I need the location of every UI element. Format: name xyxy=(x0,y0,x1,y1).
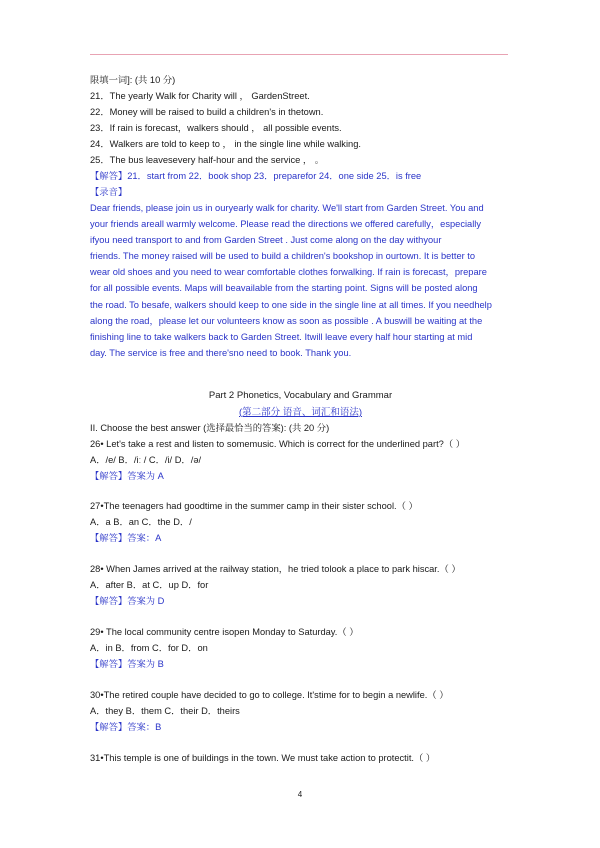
transcript-line: for all possible events. Maps will beavailable from the starting point. Signs will be posted along xyxy=(90,283,478,294)
question-text: 28• When James arrived at the railway station，he tried tolook a place to park hiscar.（ ） xyxy=(90,564,461,574)
question-item-27 xyxy=(90,498,520,546)
question-item-26 xyxy=(90,436,520,484)
transcript-line: ifyou need transport to and from Garden Street . Just come along on the day withyour xyxy=(90,235,442,246)
page-number: 4 xyxy=(297,790,303,799)
recording-label: 【录音】 xyxy=(90,187,128,197)
question-answer: 【解答】答案：A xyxy=(90,533,162,543)
question-item-29 xyxy=(90,624,520,672)
choice-section xyxy=(90,420,520,766)
question-item-30 xyxy=(90,687,520,735)
question-options: A．a B．an C．the D．/ xyxy=(90,517,192,527)
question-25: 25．The bus leavesevery half-hour and the service ， 。 xyxy=(90,155,325,165)
question-22: 22．Money will be raised to build a children's in thetown. xyxy=(90,107,324,117)
part2-heading xyxy=(90,388,520,421)
answer-line: 【解答】21．start from 22．book shop 23．preparefor 24．one side 25．is free xyxy=(90,171,422,181)
section-header: 限填一词]: (共 10 分) xyxy=(90,75,176,85)
question-text: 30•The retired couple have decided to go to college. It'stime for to begin a newlife.（ ） xyxy=(90,690,449,700)
fill-in-section xyxy=(90,72,520,361)
question-answer: 【解答】答案为 D xyxy=(90,596,165,606)
transcript-line: friends. The money raised will be used to build a children's bookshop in ourtown. It is better to xyxy=(90,251,476,262)
transcript-line: the road. To besafe, walkers should keep to one side in the single line at all times. If you needhelp xyxy=(90,299,492,310)
section-header: II. Choose the best answer (选择最恰当的答案): (共 20 分) xyxy=(90,423,330,433)
question-text: 26• Let's take a rest and listen to somemusic. Which is correct for the underlined part?（ ） xyxy=(90,439,466,449)
part-title: Part 2 Phonetics, Vocabulary and Grammar xyxy=(208,390,393,401)
header-divider xyxy=(90,54,508,55)
question-item-31 xyxy=(90,750,520,766)
question-options: A．they B．them C．their D．theirs xyxy=(90,706,240,716)
question-options: A．/e/ B．/iː / C．/i/ D．/ə/ xyxy=(90,455,202,465)
question-text: 29• The local community centre isopen Monday to Saturday.（ ） xyxy=(90,627,359,637)
question-21: 21．The yearly Walk for Charity will ， GardenStreet. xyxy=(90,91,310,101)
question-answer: 【解答】答案为 A xyxy=(90,471,164,481)
question-options: A．after B．at C．up D．for xyxy=(90,580,209,590)
transcript-line: along the road，please let our volunteers know as soon as possible . A buswill be waiting at the xyxy=(90,315,483,326)
question-text: 31•This temple is one of buildings in the town. We must take action to protectit.（ ） xyxy=(90,753,436,763)
question-text: 27•The teenagers had goodtime in the summer camp in their sister school.（ ） xyxy=(90,501,418,511)
transcript-line: your friends areall warmly welcome. Please read the directions we offered carefully，especially xyxy=(90,219,481,230)
question-23: 23．If rain is forecast，walkers should ， all possible events. xyxy=(90,123,342,133)
question-options: A．in B．from C．for D．on xyxy=(90,643,208,653)
question-24: 24．Walkers are told to keep to ， in the single line while walking. xyxy=(90,139,361,149)
transcript-line: wear old shoes and you need to wear comfortable clothes forwalking. If rain is forecast，prepare xyxy=(90,267,487,278)
transcript-line: day. The service is free and there'sno need to book. Thank you. xyxy=(90,347,352,358)
transcript-line: finishing line to take walkers back to Garden Street. Itwill leave every half hour starting at mid xyxy=(90,331,473,342)
part-subtitle: (第二部分 语音、词汇和语法) xyxy=(239,407,362,418)
question-answer: 【解答】答案为 B xyxy=(90,659,164,669)
recording-transcript xyxy=(90,200,511,361)
question-item-28 xyxy=(90,561,520,609)
question-answer: 【解答】答案：B xyxy=(90,722,162,732)
transcript-line: Dear friends, please join us in ouryearly walk for charity. We'll start from Garden Street. You and xyxy=(90,203,484,213)
